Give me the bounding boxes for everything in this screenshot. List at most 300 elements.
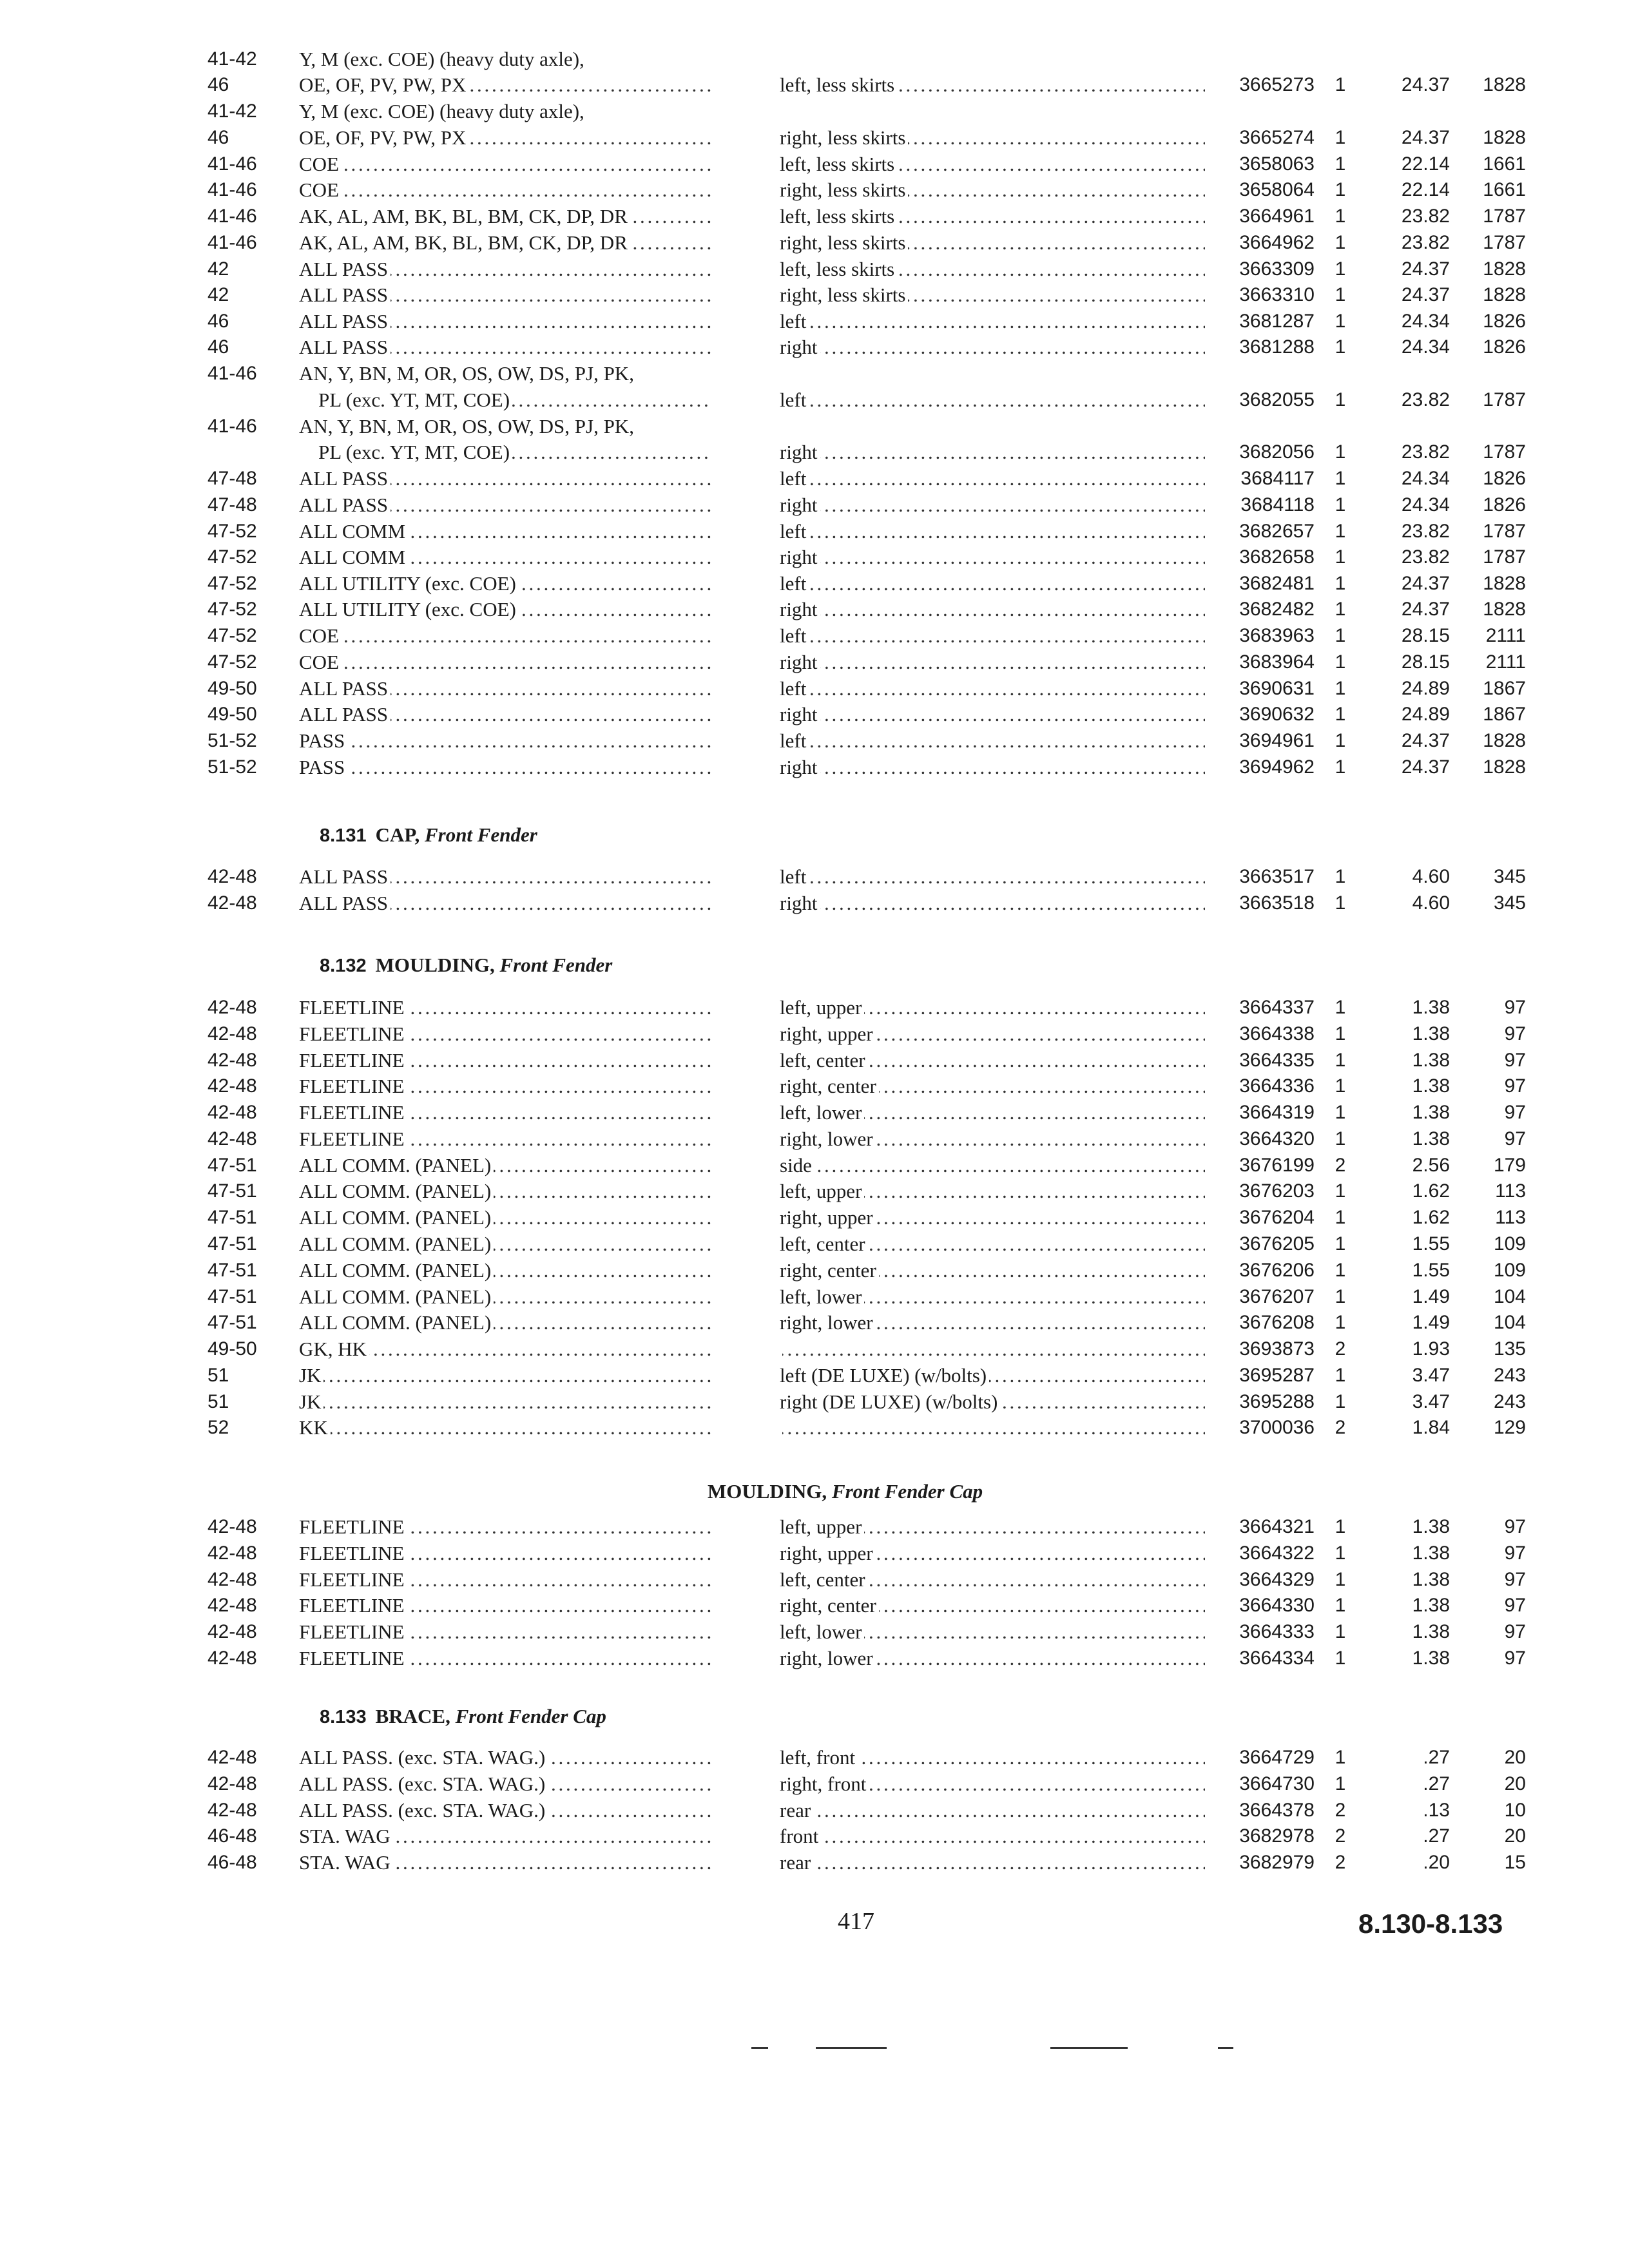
row-price: 23.82: [1401, 546, 1450, 568]
row-part-number: 3664337: [1239, 997, 1315, 1018]
row-quantity: 2: [1335, 1825, 1346, 1847]
row-quantity: 1: [1335, 1312, 1346, 1333]
row-quantity: 1: [1335, 127, 1346, 148]
row-quantity: 1: [1335, 389, 1346, 410]
row-quantity: 1: [1335, 1365, 1346, 1386]
row-years: 42-48: [207, 997, 257, 1018]
row-part-number: 3682055: [1239, 389, 1315, 410]
section-name: CAP,: [375, 823, 420, 846]
row-years: 51-52: [207, 756, 257, 778]
row-years: 47-52: [207, 573, 257, 594]
row-models: STA. WAG . . .: [299, 1850, 711, 1876]
row-years: 47-51: [207, 1233, 257, 1254]
table-row: [0, 256, 1629, 282]
row-group: 1828: [1483, 573, 1526, 594]
section-name: BRACE,: [375, 1705, 450, 1727]
row-group: 1826: [1483, 468, 1526, 489]
row-models: FLEETLINE . . .: [299, 1021, 711, 1047]
row-group: 97: [1504, 1542, 1526, 1564]
section-heading: [320, 954, 612, 977]
row-years: 42: [207, 284, 229, 305]
row-description: left, less skirts . . .: [780, 72, 1205, 98]
row-group: 1787: [1483, 206, 1526, 227]
row-models: COE . . .: [299, 177, 711, 203]
row-quantity: 1: [1335, 284, 1346, 305]
page-number: 417: [838, 1908, 874, 1935]
row-quantity: 1: [1335, 1286, 1346, 1307]
row-years: 41-46: [207, 363, 257, 384]
table-row: [0, 1619, 1629, 1645]
row-models: FLEETLINE . . .: [299, 1619, 711, 1645]
row-description: right . . .: [780, 544, 1205, 570]
row-models: PASS . . .: [299, 728, 711, 754]
row-quantity: 2: [1335, 1852, 1346, 1873]
row-price: 24.37: [1401, 74, 1450, 95]
row-years: 51-52: [207, 730, 257, 751]
row-models: ALL UTILITY (exc. COE) . . .: [299, 571, 711, 597]
row-group: 109: [1493, 1260, 1526, 1281]
row-description: left . . .: [780, 623, 1205, 649]
table-row: [0, 1048, 1629, 1073]
row-group: 243: [1493, 1391, 1526, 1412]
row-models: FLEETLINE . . .: [299, 1048, 711, 1073]
row-description: right, less skirts . . .: [780, 282, 1205, 308]
row-price: 1.62: [1412, 1180, 1450, 1202]
row-models: COE . . .: [299, 623, 711, 649]
table-row: [0, 466, 1629, 492]
row-price: 24.34: [1401, 494, 1450, 515]
row-description: left . . .: [780, 466, 1205, 492]
row-models: KK . . .: [299, 1415, 711, 1441]
table-row: [0, 1646, 1629, 1671]
row-group: 97: [1504, 1023, 1526, 1044]
row-models: Y, M (exc. COE) (heavy duty axle),: [299, 48, 584, 70]
row-quantity: 1: [1335, 74, 1346, 95]
row-models: PASS . . .: [299, 754, 711, 780]
scan-mark: [1050, 2047, 1128, 2049]
table-row: [0, 864, 1629, 890]
row-part-number: 3683963: [1239, 625, 1315, 646]
row-models: ALL PASS . . .: [299, 466, 711, 492]
row-quantity: 2: [1335, 1338, 1346, 1360]
row-models: COE . . .: [299, 649, 711, 675]
row-price: 1.62: [1412, 1207, 1450, 1228]
row-description: right . . .: [780, 492, 1205, 518]
table-row: [0, 230, 1629, 256]
row-group: 15: [1504, 1852, 1526, 1873]
row-years: 41-42: [207, 48, 257, 70]
row-group: 104: [1493, 1312, 1526, 1333]
row-years: 47-48: [207, 468, 257, 489]
row-price: 23.82: [1401, 206, 1450, 227]
row-quantity: 1: [1335, 232, 1346, 253]
row-part-number: 3676203: [1239, 1180, 1315, 1202]
row-models: ALL PASS . . .: [299, 890, 711, 916]
row-group: 135: [1493, 1338, 1526, 1360]
table-row: [0, 309, 1629, 334]
table-row: [0, 1593, 1629, 1619]
row-price: 28.15: [1401, 651, 1450, 673]
row-quantity: 1: [1335, 704, 1346, 725]
scan-mark: [1218, 2047, 1233, 2049]
row-group: 243: [1493, 1365, 1526, 1386]
row-group: 20: [1504, 1747, 1526, 1768]
row-years: 46-48: [207, 1852, 257, 1873]
row-quantity: 1: [1335, 730, 1346, 751]
row-quantity: 1: [1335, 1050, 1346, 1071]
row-quantity: 1: [1335, 1391, 1346, 1412]
row-part-number: 3684118: [1240, 494, 1315, 515]
row-price: 24.37: [1401, 127, 1450, 148]
row-group: 1826: [1483, 336, 1526, 358]
section-subname: Front Fender: [424, 823, 537, 846]
row-group: 1826: [1483, 494, 1526, 515]
row-quantity: 1: [1335, 1542, 1346, 1564]
row-models: FLEETLINE . . .: [299, 1514, 711, 1540]
table-row: [0, 1100, 1629, 1126]
table-row: [0, 1178, 1629, 1204]
table-row: [0, 72, 1629, 98]
table-row: [0, 46, 1629, 72]
row-models: ALL UTILITY (exc. COE) . . .: [299, 597, 711, 622]
table-row: [0, 1336, 1629, 1362]
section-heading: [699, 1480, 983, 1503]
row-group: 97: [1504, 1075, 1526, 1097]
row-part-number: 3700036: [1239, 1417, 1315, 1438]
row-price: 24.34: [1401, 336, 1450, 358]
row-part-number: 3664320: [1239, 1128, 1315, 1149]
row-quantity: 1: [1335, 258, 1346, 280]
row-models: ALL PASS . . .: [299, 256, 711, 282]
row-years: 42-48: [207, 1023, 257, 1044]
row-models: STA. WAG . . .: [299, 1823, 711, 1849]
table-row: [0, 1073, 1629, 1099]
row-price: 22.14: [1401, 153, 1450, 175]
row-price: 23.82: [1401, 441, 1450, 463]
row-description: right, less skirts . . .: [780, 177, 1205, 203]
row-price: 24.37: [1401, 284, 1450, 305]
row-quantity: 1: [1335, 1075, 1346, 1097]
row-quantity: 1: [1335, 1516, 1346, 1537]
row-years: 42-48: [207, 1075, 257, 1097]
row-description: right, upper . . .: [780, 1541, 1205, 1566]
row-quantity: 1: [1335, 1128, 1346, 1149]
row-part-number: 3663309: [1239, 258, 1315, 280]
row-group: 97: [1504, 1569, 1526, 1590]
row-part-number: 3682658: [1239, 546, 1315, 568]
row-description: left, upper . . .: [780, 1178, 1205, 1204]
row-group: 109: [1493, 1233, 1526, 1254]
row-models: ALL PASS . . .: [299, 282, 711, 308]
row-quantity: 1: [1335, 1569, 1346, 1590]
row-models: OE, OF, PV, PW, PX . . .: [299, 72, 711, 98]
row-description: left, less skirts . . .: [780, 204, 1205, 229]
row-models: ALL PASS . . .: [299, 334, 711, 360]
row-quantity: 1: [1335, 651, 1346, 673]
row-description: right . . .: [780, 597, 1205, 622]
table-row: [0, 1541, 1629, 1566]
section-range: 8.130-8.133: [1358, 1908, 1503, 1939]
row-group: 113: [1495, 1207, 1526, 1228]
row-description: left . . .: [780, 864, 1205, 890]
row-models: JK . . .: [299, 1363, 711, 1389]
row-part-number: 3676204: [1239, 1207, 1315, 1228]
row-models: FLEETLINE . . .: [299, 1126, 711, 1152]
row-part-number: 3663310: [1239, 284, 1315, 305]
row-years: 46: [207, 311, 229, 332]
table-row: [0, 1205, 1629, 1231]
table-row: [0, 387, 1629, 413]
row-part-number: 3682978: [1239, 1825, 1315, 1847]
row-years: 42-48: [207, 1773, 257, 1794]
row-quantity: 1: [1335, 599, 1346, 620]
row-models: ALL PASS . . .: [299, 676, 711, 702]
row-part-number: 3664729: [1239, 1747, 1315, 1768]
table-row: [0, 1021, 1629, 1047]
table-row: [0, 334, 1629, 360]
table-row: [0, 571, 1629, 597]
row-years: 41-42: [207, 101, 257, 122]
row-description: right, lower . . .: [780, 1646, 1205, 1671]
row-price: .27: [1423, 1773, 1450, 1794]
row-models: ALL PASS . . .: [299, 702, 711, 727]
row-quantity: 1: [1335, 1260, 1346, 1281]
table-row: [0, 99, 1629, 124]
row-price: 3.47: [1412, 1365, 1450, 1386]
row-years: 42-48: [207, 866, 257, 887]
table-row: [0, 1126, 1629, 1152]
row-description: left, center . . .: [780, 1048, 1205, 1073]
row-group: 97: [1504, 1516, 1526, 1537]
table-row: [0, 361, 1629, 387]
row-description: right . . .: [780, 334, 1205, 360]
table-row: [0, 282, 1629, 308]
table-row: [0, 1771, 1629, 1797]
table-row: [0, 754, 1629, 780]
row-part-number: 3664335: [1239, 1050, 1315, 1071]
scan-mark: [751, 2047, 768, 2049]
row-part-number: 3664962: [1239, 232, 1315, 253]
row-description: left, upper . . .: [780, 995, 1205, 1021]
row-price: .27: [1423, 1747, 1450, 1768]
row-group: 1787: [1483, 521, 1526, 542]
scan-mark: [816, 2047, 887, 2049]
row-models: ALL COMM. (PANEL) . . .: [299, 1310, 711, 1336]
row-description: left, front . . .: [780, 1745, 1205, 1771]
row-group: 97: [1504, 997, 1526, 1018]
section-subname: Front Fender Cap: [831, 1480, 983, 1503]
row-description: [780, 1415, 1205, 1441]
table-row: [0, 1284, 1629, 1310]
row-group: 1787: [1483, 441, 1526, 463]
row-years: 47-52: [207, 546, 257, 568]
row-price: 1.38: [1412, 1128, 1450, 1149]
row-group: 345: [1493, 892, 1526, 914]
row-price: .20: [1423, 1852, 1450, 1873]
row-part-number: 3664322: [1239, 1542, 1315, 1564]
row-part-number: 3658064: [1239, 179, 1315, 200]
row-description: right . . .: [780, 439, 1205, 465]
row-price: 1.38: [1412, 1075, 1450, 1097]
table-row: [0, 1310, 1629, 1336]
row-description: right (DE LUXE) (w/bolts) . . .: [780, 1389, 1205, 1415]
row-quantity: 1: [1335, 153, 1346, 175]
row-quantity: 1: [1335, 494, 1346, 515]
table-row: [0, 1153, 1629, 1178]
row-group: 1787: [1483, 546, 1526, 568]
row-price: 24.37: [1401, 573, 1450, 594]
row-years: 42-48: [207, 1648, 257, 1669]
row-price: 1.55: [1412, 1260, 1450, 1281]
row-description: right, upper . . .: [780, 1021, 1205, 1047]
table-row: [0, 1514, 1629, 1540]
section-subname: Front Fender: [499, 954, 613, 976]
row-part-number: 3682979: [1239, 1852, 1315, 1873]
row-description: right . . .: [780, 702, 1205, 727]
row-description: left . . .: [780, 728, 1205, 754]
row-years: 42-48: [207, 1516, 257, 1537]
row-years: 42-48: [207, 1621, 257, 1642]
row-quantity: 2: [1335, 1417, 1346, 1438]
row-quantity: 1: [1335, 1595, 1346, 1616]
row-group: 1828: [1483, 599, 1526, 620]
table-row: [0, 204, 1629, 229]
row-description: right, less skirts . . .: [780, 125, 1205, 151]
row-price: 1.55: [1412, 1233, 1450, 1254]
table-row: [0, 1745, 1629, 1771]
row-quantity: 1: [1335, 1102, 1346, 1123]
row-group: 20: [1504, 1773, 1526, 1794]
row-price: 24.37: [1401, 258, 1450, 280]
row-price: 1.38: [1412, 1595, 1450, 1616]
row-part-number: 3690632: [1239, 704, 1315, 725]
row-quantity: 1: [1335, 1233, 1346, 1254]
row-part-number: 3665274: [1239, 127, 1315, 148]
row-group: 1828: [1483, 730, 1526, 751]
row-part-number: 3663517: [1239, 866, 1315, 887]
table-row: [0, 414, 1629, 439]
row-description: right . . .: [780, 754, 1205, 780]
row-quantity: 1: [1335, 1773, 1346, 1794]
row-quantity: 1: [1335, 1648, 1346, 1669]
row-models: ALL PASS . . .: [299, 864, 711, 890]
table-row: [0, 439, 1629, 465]
row-models: GK, HK . . .: [299, 1336, 711, 1362]
row-part-number: 3694962: [1239, 756, 1315, 778]
row-years: 41-46: [207, 232, 257, 253]
row-part-number: 3676205: [1239, 1233, 1315, 1254]
row-part-number: 3681288: [1239, 336, 1315, 358]
row-part-number: 3676207: [1239, 1286, 1315, 1307]
row-years: 42-48: [207, 1050, 257, 1071]
row-price: 1.38: [1412, 1516, 1450, 1537]
table-row: [0, 1850, 1629, 1876]
row-group: 1828: [1483, 258, 1526, 280]
row-description: [780, 1336, 1205, 1362]
row-price: 1.38: [1412, 1050, 1450, 1071]
row-models: COE . . .: [299, 151, 711, 177]
row-quantity: 1: [1335, 546, 1346, 568]
row-part-number: 3676206: [1239, 1260, 1315, 1281]
row-models: ALL COMM . . .: [299, 544, 711, 570]
row-description: left . . .: [780, 387, 1205, 413]
row-group: 1787: [1483, 232, 1526, 253]
row-models: ALL COMM. (PANEL) . . .: [299, 1258, 711, 1283]
row-description: right, front . . .: [780, 1771, 1205, 1797]
row-models: FLEETLINE . . .: [299, 1593, 711, 1619]
row-price: 24.37: [1401, 599, 1450, 620]
row-models: ALL PASS. (exc. STA. WAG.) . . .: [299, 1798, 711, 1823]
section-name: MOULDING,: [375, 954, 495, 976]
row-part-number: 3664378: [1239, 1800, 1315, 1821]
row-quantity: 1: [1335, 1023, 1346, 1044]
row-years: 47-51: [207, 1312, 257, 1333]
row-years: 46: [207, 127, 229, 148]
row-quantity: 1: [1335, 336, 1346, 358]
row-price: 23.82: [1401, 389, 1450, 410]
row-quantity: 2: [1335, 1155, 1346, 1176]
row-models: ALL PASS. (exc. STA. WAG.) . . .: [299, 1771, 711, 1797]
row-price: 23.82: [1401, 232, 1450, 253]
row-models: AK, AL, AM, BK, BL, BM, CK, DP, DR . . .: [299, 230, 711, 256]
row-models: ALL COMM. (PANEL) . . .: [299, 1231, 711, 1257]
row-description: right . . .: [780, 649, 1205, 675]
row-description: left, upper . . .: [780, 1514, 1205, 1540]
row-group: 113: [1495, 1180, 1526, 1202]
row-models: AK, AL, AM, BK, BL, BM, CK, DP, DR . . .: [299, 204, 711, 229]
section-number: 8.132: [320, 956, 367, 976]
row-description: right, center . . .: [780, 1258, 1205, 1283]
row-description: side . . .: [780, 1153, 1205, 1178]
row-description: rear . . .: [780, 1798, 1205, 1823]
row-part-number: 3676199: [1239, 1155, 1315, 1176]
row-models: PL (exc. YT, MT, COE) . . .: [318, 387, 711, 413]
row-part-number: 3693873: [1239, 1338, 1315, 1360]
row-group: 1828: [1483, 756, 1526, 778]
row-part-number: 3676208: [1239, 1312, 1315, 1333]
row-price: 1.38: [1412, 997, 1450, 1018]
row-group: 2111: [1485, 625, 1526, 646]
table-row: [0, 544, 1629, 570]
row-part-number: 3695287: [1239, 1365, 1315, 1386]
row-description: left, lower . . .: [780, 1284, 1205, 1310]
row-description: left, center . . .: [780, 1231, 1205, 1257]
row-group: 97: [1504, 1595, 1526, 1616]
table-row: [0, 1567, 1629, 1593]
row-description: right, lower . . .: [780, 1310, 1205, 1336]
row-part-number: 3663518: [1239, 892, 1315, 914]
row-description: left, lower . . .: [780, 1619, 1205, 1645]
row-part-number: 3694961: [1239, 730, 1315, 751]
row-years: 47-51: [207, 1155, 257, 1176]
row-quantity: 1: [1335, 625, 1346, 646]
row-part-number: 3681287: [1239, 311, 1315, 332]
row-models: FLEETLINE . . .: [299, 1541, 711, 1566]
row-group: 10: [1504, 1800, 1526, 1821]
row-group: 1826: [1483, 311, 1526, 332]
row-part-number: 3664336: [1239, 1075, 1315, 1097]
table-row: [0, 1389, 1629, 1415]
table-row: [0, 519, 1629, 544]
table-row: [0, 1258, 1629, 1283]
row-description: front . . .: [780, 1823, 1205, 1849]
row-years: 47-51: [207, 1180, 257, 1202]
row-part-number: 3664334: [1239, 1648, 1315, 1669]
row-models: ALL PASS. (exc. STA. WAG.) . . .: [299, 1745, 711, 1771]
row-years: 41-46: [207, 416, 257, 437]
row-models: AN, Y, BN, M, OR, OS, OW, DS, PJ, PK,: [299, 415, 634, 437]
table-row: [0, 1231, 1629, 1257]
